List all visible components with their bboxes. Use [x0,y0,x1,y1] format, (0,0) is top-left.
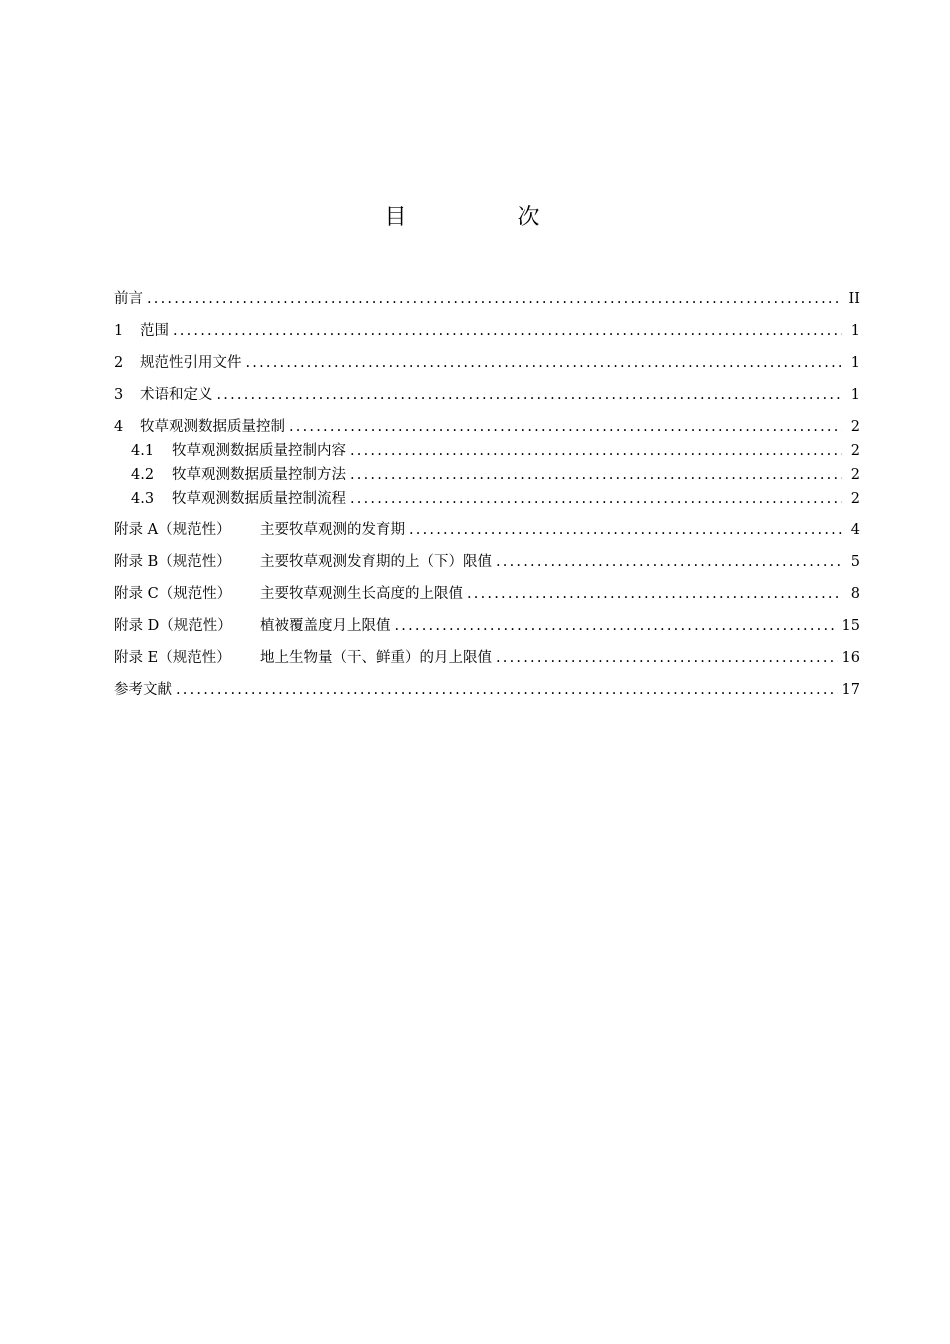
toc-entry-number: 4 [114,419,124,435]
toc-entry-label: 主要牧草观测生长高度的上限值 [260,586,463,602]
toc-entry-label: 牧草观测数据质量控制内容 [172,443,346,459]
toc-entry-page: 16 [841,650,860,666]
toc-entry-section-4[interactable] [114,415,860,439]
toc-entry-label: 术语和定义 [140,387,213,403]
toc-entry-number: 2 [114,355,124,371]
toc-entry-number: 3 [114,387,124,403]
leader-dots [496,646,838,670]
toc-entry-appendix-c[interactable] [114,582,860,606]
toc-entry-label: 主要牧草观测的发育期 [260,522,405,538]
toc-entry-appendix-e[interactable] [114,646,860,670]
toc-entry-number: 4.1 [131,443,155,459]
leader-dots [176,678,838,702]
toc-entry-page: 1 [850,387,860,403]
leader-dots [246,351,843,375]
toc-entry-page: 2 [850,443,860,459]
leader-dots [217,383,843,407]
toc-entry-terms-definitions[interactable] [114,383,860,407]
toc-entry-page: II [848,291,860,307]
toc-entry-label: 范围 [140,323,169,339]
toc-entry-number: 附录 A（规范性） [114,522,231,538]
toc-entry-number: 附录 D（规范性） [114,618,232,634]
toc-entry-number: 1 [114,323,124,339]
leader-dots [350,439,842,463]
toc-entry-number: 附录 C（规范性） [114,586,232,602]
toc-entry-page: 1 [850,323,860,339]
toc-entry-section-4-2[interactable] [114,463,860,487]
toc-entry-label: 牧草观测数据质量控制流程 [172,491,346,507]
toc-entry-page: 15 [841,618,860,634]
leader-dots [350,463,842,487]
toc-entry-page: 17 [841,682,860,698]
leader-dots [147,287,842,311]
toc-entry-label: 植被覆盖度月上限值 [260,618,391,634]
leader-dots [173,319,842,343]
toc-entry-label: 规范性引用文件 [140,355,242,371]
toc-entry-number: 4.3 [131,491,155,507]
toc-entry-page: 8 [850,586,860,602]
toc-entry-page: 4 [850,522,860,538]
toc-entry-appendix-b[interactable] [114,550,860,574]
toc-entry-page: 2 [850,491,860,507]
toc-entry-appendix-d[interactable] [114,614,860,638]
toc-entry-foreword[interactable] [114,287,860,311]
toc-entry-number: 附录 E（规范性） [114,650,231,666]
toc-entry-number: 4.2 [131,467,155,483]
toc-entry-number: 附录 B（规范性） [114,554,231,570]
toc-entry-label: 牧草观测数据质量控制方法 [172,467,346,483]
toc-entry-appendix-a[interactable] [114,518,860,542]
leader-dots [467,582,842,606]
toc-entry-page: 2 [850,419,860,435]
leader-dots [395,614,838,638]
toc-entry-page: 5 [850,554,860,570]
leader-dots [409,518,842,542]
toc-entry-label: 参考文献 [114,682,172,698]
toc-entry-normative-references[interactable] [114,351,860,375]
toc-entry-label: 前言 [114,291,143,307]
toc-entry-page: 1 [850,355,860,371]
toc-entry-label: 牧草观测数据质量控制 [140,419,285,435]
leader-dots [496,550,842,574]
toc-entry-section-4-3[interactable] [114,487,860,511]
toc-entry-section-4-1[interactable] [114,439,860,463]
page-title: 目 次 [384,205,592,230]
leader-dots [289,415,842,439]
toc-entry-references[interactable] [114,678,860,702]
toc-entry-label: 地上生物量（干、鲜重）的月上限值 [260,650,492,666]
toc-entry-scope[interactable] [114,319,860,343]
toc-entry-label: 主要牧草观测发育期的上（下）限值 [260,554,492,570]
leader-dots [350,487,842,511]
toc-entry-page: 2 [850,467,860,483]
